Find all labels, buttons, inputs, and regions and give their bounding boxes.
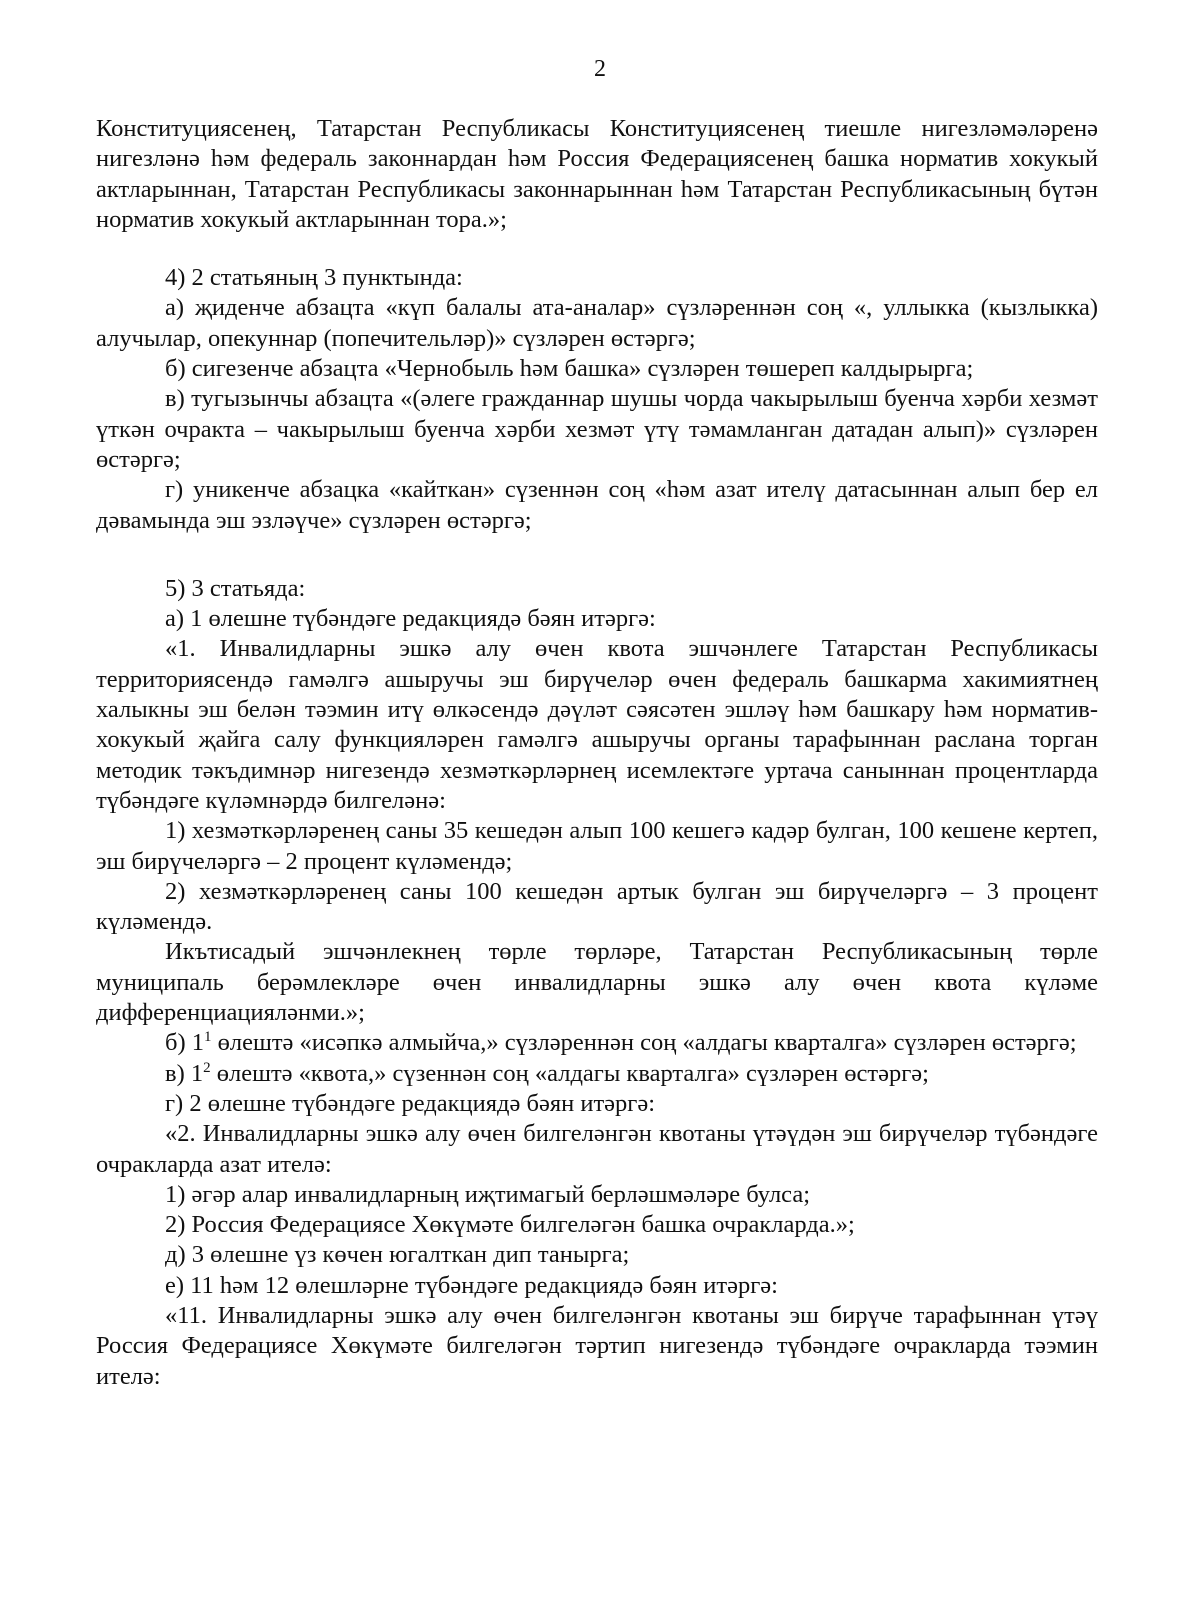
superscript: 2 [203,1059,211,1076]
list-item: 2) Россия Федерациясе Хөкүмәте билгеләгән башка очракларда.»; [165,1211,855,1239]
paragraph: Икътисадый эшчәнлекнең төрле төрләре, Татарстан Республикасының төрле муниципаль берәмлекләре өчен инвалидларны эшкә алу өчен квота күләме дифференциацияләнми.»; [96,938,1098,1027]
list-item [96,1059,1098,1089]
paragraph: «2. Инвалидларны эшкә алу өчен билгеләнгән квотаны үтәүдән эш бирүчеләр түбәндәге очракларда азат ителә: [96,1120,1098,1178]
item-text: өлештә «исәпкә алмыйча,» сүзләреннән соң «алдагы кварталга» сүзләрен өстәргә; [211,1029,1077,1057]
item-prefix: б) 1 [165,1029,204,1057]
list-item: г) уникенче абзацка «кайткан» сүзеннән соң «һәм азат ителү датасыннан алып бер ел дәвамында эш эзләүче» сүзләрен өстәргә; [96,476,1098,534]
list-item: 1) хезмәткәрләренең саны 35 кешедән алып 100 кешегә кадәр булган, 100 кешене кертеп, эш бирүчеләргә – 2 процент күләмендә; [96,817,1098,875]
list-item: 2) хезмәткәрләренең саны 100 кешедән артык булган эш бирүчеләргә – 3 процент күләмендә. [96,877,1098,936]
page-number: 2 [594,56,606,82]
list-item: е) 11 һәм 12 өлешләрне түбәндәге редакциядә бәян итәргә: [165,1271,778,1299]
document-body [96,114,1098,1392]
list-item: а) җиденче абзацта «күп балалы ата-аналар» сүзләреннән соң «, уллыкка (кызлыкка) алучылар, опекуннар (попечительләр)» сүзләрен өстәргә; [96,294,1098,352]
list-item: а) 1 өлешне түбәндәге редакциядә бәян итәргә: [165,605,656,633]
list-item: 1) әгәр алар инвалидларның иҗтимагый берләшмәләре булса; [165,1180,811,1208]
paragraph: «11. Инвалидларны эшкә алу өчен билгеләнгән квотаны эш бирүче тарафыннан үтәү Россия Федерациясе Хөкүмәте билгеләгән тәртип нигезендә түбәндәге очракларда тәэмин ителә: [96,1301,1098,1390]
list-item: д) 3 өлешне үз көчен югалткан дип танырга; [165,1241,630,1269]
list-item [96,1028,1098,1058]
list-item: б) сигезенче абзацта «Чернобыль һәм башка» сүзләрен төшереп калдырырга; [165,355,974,383]
list-item: в) тугызынчы абзацта «(әлеге гражданнар шушы чорда чакырылыш буенча хәрби хезмәт үткән очракта – чакырылыш буенча хәрби хезмәт үтү тәмамланган датадан алып)» сүзләрен өстәргә; [96,385,1098,473]
item-text: өлештә «квота,» сүзеннән соң «алдагы кварталга» сүзләрен өстәргә; [210,1059,929,1087]
list-item: г) 2 өлешне түбәндәге редакциядә бәян итәргә: [165,1089,656,1117]
list-item: 5) 3 статьяда: [165,574,306,602]
item-prefix: в) 1 [165,1059,204,1087]
paragraph: Конституциясенең, Татарстан Республикасы Конституциясенең тиешле нигезләмәләренә нигезләнә һәм федераль законнардан һәм Россия Федерациясенең башка норматив хокукый актларыннан, Татарстан Республикасы законнарыннан һәм Татарстан Республикасының бүтән норматив хокукый актларыннан тора.»; [96,115,1098,233]
list-item: 4) 2 статьяның 3 пунктында: [165,264,463,292]
superscript: 1 [204,1029,212,1046]
paragraph: «1. Инвалидларны эшкә алу өчен квота эшчәнлеге Татарстан Республикасы территориясендә гамәлгә ашыручы эш бирүчеләр өчен федераль башкарма хакимиятнең халыкны эш белән тәэмин итү өлкәсендә дәүләт сәясәтен эшләү һәм башкару һәм норматив-хокукый җайга салу функцияләрен гамәлгә ашыручы органы тарафыннан раслана торган методик тәкъдимнәр нигезендә хезмәткәрләрнең исемлектәге уртача саныннан процентларда түбәндәге күләмнәрдә билгеләнә: [96,635,1098,814]
